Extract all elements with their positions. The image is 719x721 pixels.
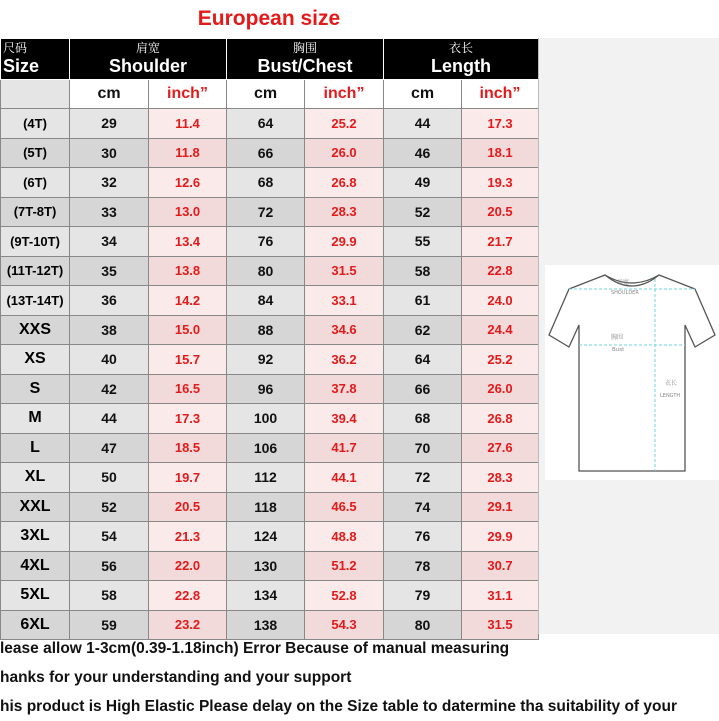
length-cm-cell: 46 [384, 138, 462, 168]
length-cm-cell: 44 [384, 109, 462, 139]
header-shoulder-en: Shoulder [108, 56, 187, 76]
header-length-cn: 衣长 [448, 41, 473, 55]
size-cell: XXS [1, 315, 70, 345]
shoulder-cm-cell: 50 [70, 463, 149, 493]
shoulder-cm-cell: 47 [70, 433, 149, 463]
shoulder-cm-cell: 29 [70, 109, 149, 139]
chest-inch-cell: 33.1 [305, 286, 384, 316]
size-cell: 4XL [1, 551, 70, 581]
shoulder-inch-cell: 22.0 [149, 551, 227, 581]
length-inch-cell: 20.5 [462, 197, 539, 227]
length-inch-cell: 22.8 [462, 256, 539, 286]
chest-inch-cell: 41.7 [305, 433, 384, 463]
length-cm-cell: 72 [384, 463, 462, 493]
shoulder-inch-cell: 14.2 [149, 286, 227, 316]
shoulder-inch-cell: 13.8 [149, 256, 227, 286]
length-cm-cell: 80 [384, 610, 462, 640]
shoulder-label-cn: 肩宽 [617, 279, 630, 286]
table-row [1, 345, 539, 375]
length-inch-cell: 27.6 [462, 433, 539, 463]
table-row [1, 315, 539, 345]
table-row [1, 492, 539, 522]
note-line: lease allow 1-3cm(0.39-1.18inch) Error Because of manual measuring [0, 640, 510, 657]
shoulder-inch-cell: 20.5 [149, 492, 227, 522]
size-cell: (13T-14T) [1, 286, 70, 316]
length-cm-cell: 55 [384, 227, 462, 257]
shoulder-cm-cell: 59 [70, 610, 149, 640]
shoulder-inch-cell: 13.0 [149, 197, 227, 227]
header-size-en: Size [3, 56, 40, 76]
chest-cm-cell: 64 [227, 109, 305, 139]
header-length-en: Length [431, 56, 491, 76]
chest-inch-cell: 36.2 [305, 345, 384, 375]
header-shoulder-cn: 肩宽 [135, 41, 160, 55]
unit-cm: cm [70, 80, 149, 109]
shoulder-cm-cell: 58 [70, 581, 149, 611]
unit-inch: inch” [305, 80, 384, 109]
tshirt-measure-diagram [545, 265, 719, 480]
table-row [1, 138, 539, 168]
shoulder-inch-cell: 15.7 [149, 345, 227, 375]
length-cm-cell: 62 [384, 315, 462, 345]
shoulder-cm-cell: 40 [70, 345, 149, 375]
length-inch-cell: 28.3 [462, 463, 539, 493]
chest-inch-cell: 25.2 [305, 109, 384, 139]
length-inch-cell: 29.9 [462, 522, 539, 552]
chest-cm-cell: 72 [227, 197, 305, 227]
shoulder-cm-cell: 56 [70, 551, 149, 581]
table-row [1, 286, 539, 316]
size-cell: (9T-10T) [1, 227, 70, 257]
chest-cm-cell: 92 [227, 345, 305, 375]
length-inch-cell: 24.0 [462, 286, 539, 316]
chest-cm-cell: 96 [227, 374, 305, 404]
shoulder-inch-cell: 21.3 [149, 522, 227, 552]
shoulder-inch-cell: 12.6 [149, 168, 227, 198]
shoulder-inch-cell: 15.0 [149, 315, 227, 345]
length-label-cn: 衣长 [665, 380, 678, 387]
chest-cm-cell: 134 [227, 581, 305, 611]
header-chest-en: Bust/Chest [257, 56, 353, 76]
length-inch-cell: 19.3 [462, 168, 539, 198]
length-cm-cell: 76 [384, 522, 462, 552]
shoulder-inch-cell: 18.5 [149, 433, 227, 463]
size-cell: S [1, 374, 70, 404]
bust-label-cn: 胸围 [611, 334, 624, 341]
chest-cm-cell: 138 [227, 610, 305, 640]
size-cell: XXL [1, 492, 70, 522]
chest-cm-cell: 106 [227, 433, 305, 463]
shoulder-cm-cell: 36 [70, 286, 149, 316]
units-blank [1, 80, 70, 109]
chest-inch-cell: 54.3 [305, 610, 384, 640]
size-cell: M [1, 404, 70, 434]
header-shoulder [70, 39, 227, 80]
chest-inch-cell: 37.8 [305, 374, 384, 404]
length-inch-cell: 21.7 [462, 227, 539, 257]
chest-inch-cell: 46.5 [305, 492, 384, 522]
chest-inch-cell: 44.1 [305, 463, 384, 493]
header-length [384, 39, 539, 80]
size-cell: 5XL [1, 581, 70, 611]
table-row [1, 463, 539, 493]
chest-inch-cell: 48.8 [305, 522, 384, 552]
chest-inch-cell: 26.0 [305, 138, 384, 168]
table-row [1, 581, 539, 611]
header-size [1, 39, 70, 80]
size-cell: XS [1, 345, 70, 375]
shoulder-cm-cell: 32 [70, 168, 149, 198]
chest-cm-cell: 66 [227, 138, 305, 168]
chest-inch-cell: 51.2 [305, 551, 384, 581]
table-row [1, 374, 539, 404]
chest-cm-cell: 112 [227, 463, 305, 493]
table-row [1, 522, 539, 552]
size-cell: (11T-12T) [1, 256, 70, 286]
shoulder-inch-cell: 23.2 [149, 610, 227, 640]
length-cm-cell: 58 [384, 256, 462, 286]
chest-inch-cell: 52.8 [305, 581, 384, 611]
length-inch-cell: 31.1 [462, 581, 539, 611]
chest-inch-cell: 26.8 [305, 168, 384, 198]
size-cell: (7T-8T) [1, 197, 70, 227]
size-cell: XL [1, 463, 70, 493]
length-inch-cell: 25.2 [462, 345, 539, 375]
length-cm-cell: 61 [384, 286, 462, 316]
length-cm-cell: 70 [384, 433, 462, 463]
shoulder-inch-cell: 11.8 [149, 138, 227, 168]
shoulder-cm-cell: 34 [70, 227, 149, 257]
header-size-cn: 尺码 [3, 41, 28, 55]
chest-cm-cell: 118 [227, 492, 305, 522]
table-row [1, 256, 539, 286]
shoulder-cm-cell: 54 [70, 522, 149, 552]
header-chest [227, 39, 384, 80]
unit-cm: cm [227, 80, 305, 109]
shoulder-cm-cell: 33 [70, 197, 149, 227]
size-cell: 3XL [1, 522, 70, 552]
chest-cm-cell: 84 [227, 286, 305, 316]
length-inch-cell: 29.1 [462, 492, 539, 522]
length-cm-cell: 74 [384, 492, 462, 522]
unit-inch: inch” [462, 80, 539, 109]
shoulder-inch-cell: 11.4 [149, 109, 227, 139]
table-row [1, 404, 539, 434]
length-cm-cell: 79 [384, 581, 462, 611]
tshirt-outline [549, 275, 715, 471]
units-row [1, 80, 539, 109]
chest-cm-cell: 80 [227, 256, 305, 286]
table-row [1, 227, 539, 257]
shoulder-inch-cell: 16.5 [149, 374, 227, 404]
chart-title: European size [0, 0, 538, 38]
shoulder-inch-cell: 22.8 [149, 581, 227, 611]
shoulder-cm-cell: 42 [70, 374, 149, 404]
chest-cm-cell: 124 [227, 522, 305, 552]
notes [0, 634, 719, 721]
chest-cm-cell: 88 [227, 315, 305, 345]
chest-cm-cell: 68 [227, 168, 305, 198]
shoulder-label-en: SHOULDER [611, 290, 639, 296]
chest-inch-cell: 29.9 [305, 227, 384, 257]
shoulder-inch-cell: 17.3 [149, 404, 227, 434]
chest-cm-cell: 100 [227, 404, 305, 434]
length-cm-cell: 64 [384, 345, 462, 375]
length-cm-cell: 52 [384, 197, 462, 227]
length-inch-cell: 24.4 [462, 315, 539, 345]
size-cell: 6XL [1, 610, 70, 640]
length-inch-cell: 31.5 [462, 610, 539, 640]
length-label-en: LENGTH [660, 393, 681, 399]
size-cell: (6T) [1, 168, 70, 198]
size-cell: (4T) [1, 109, 70, 139]
table-row [1, 433, 539, 463]
size-cell: L [1, 433, 70, 463]
header-chest-cn: 胸围 [292, 41, 317, 55]
unit-inch: inch” [149, 80, 227, 109]
shoulder-cm-cell: 44 [70, 404, 149, 434]
shoulder-cm-cell: 35 [70, 256, 149, 286]
chest-cm-cell: 76 [227, 227, 305, 257]
chest-inch-cell: 28.3 [305, 197, 384, 227]
shoulder-cm-cell: 30 [70, 138, 149, 168]
table-row [1, 168, 539, 198]
length-cm-cell: 78 [384, 551, 462, 581]
length-cm-cell: 66 [384, 374, 462, 404]
shoulder-cm-cell: 38 [70, 315, 149, 345]
chest-inch-cell: 39.4 [305, 404, 384, 434]
unit-cm: cm [384, 80, 462, 109]
shoulder-cm-cell: 52 [70, 492, 149, 522]
size-cell: (5T) [1, 138, 70, 168]
length-cm-cell: 49 [384, 168, 462, 198]
length-inch-cell: 30.7 [462, 551, 539, 581]
table-row [1, 109, 539, 139]
size-table [0, 38, 539, 640]
length-inch-cell: 18.1 [462, 138, 539, 168]
bust-label-en: Bust [612, 347, 625, 353]
note-line: hanks for your understanding and your support [0, 669, 352, 686]
length-inch-cell: 26.8 [462, 404, 539, 434]
table-row [1, 551, 539, 581]
shoulder-inch-cell: 13.4 [149, 227, 227, 257]
length-inch-cell: 26.0 [462, 374, 539, 404]
table-row [1, 197, 539, 227]
chest-cm-cell: 130 [227, 551, 305, 581]
shoulder-inch-cell: 19.7 [149, 463, 227, 493]
length-inch-cell: 17.3 [462, 109, 539, 139]
header-row [1, 39, 539, 80]
note-line: his product is High Elastic Please delay on the Size table to datermine tha suitability of your [0, 698, 677, 715]
chest-inch-cell: 31.5 [305, 256, 384, 286]
chest-inch-cell: 34.6 [305, 315, 384, 345]
length-cm-cell: 68 [384, 404, 462, 434]
